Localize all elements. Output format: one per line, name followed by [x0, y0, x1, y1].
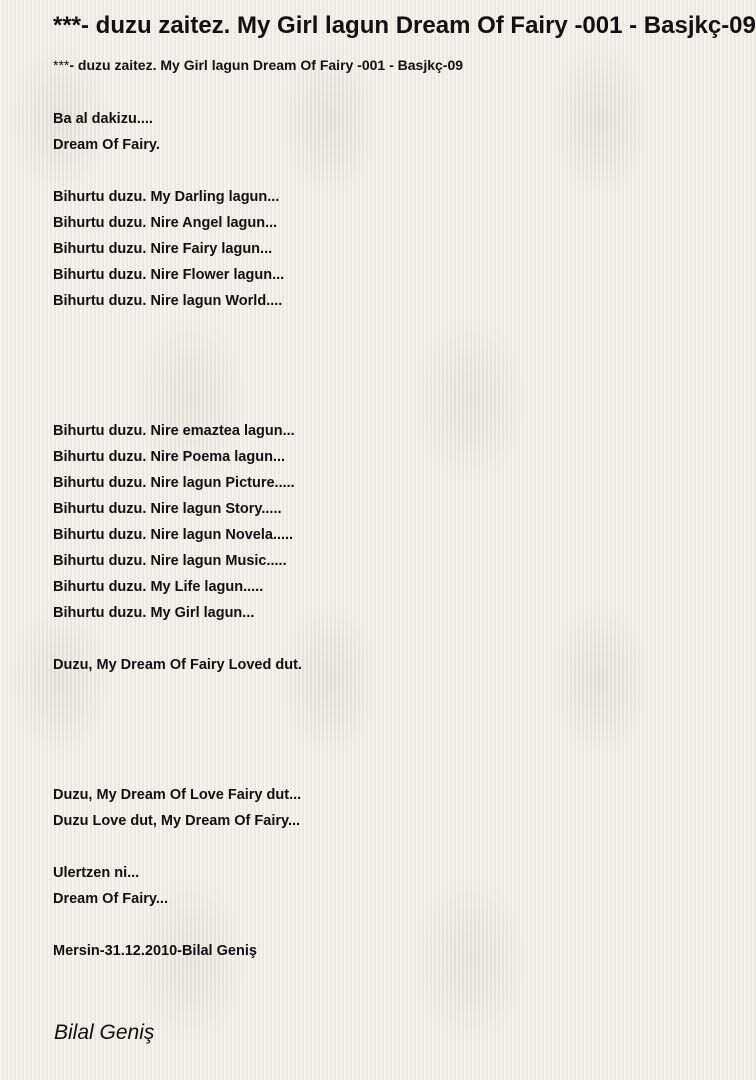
- poem-line: Dream Of Fairy...: [53, 891, 168, 907]
- poem-line: Bihurtu duzu. Nire emaztea lagun...: [53, 423, 295, 439]
- poem-blank-line: [53, 704, 623, 730]
- poem-line: Ulertzen ni...: [53, 865, 140, 881]
- author-name: Bilal Geniş: [54, 1021, 155, 1044]
- poem-line: Bihurtu duzu. My Life lagun.....: [53, 579, 264, 595]
- poem-line: Bihurtu duzu. Nire lagun World....: [53, 293, 283, 309]
- poem-line: Duzu, My Dream Of Fairy Loved dut.: [53, 657, 302, 673]
- poem-line: Dream Of Fairy.: [53, 137, 160, 153]
- poem-line: Bihurtu duzu. My Girl lagun...: [53, 605, 255, 621]
- poem-line: Duzu Love dut, My Dream Of Fairy...: [53, 813, 301, 829]
- poem-blank-line: [53, 678, 623, 704]
- poem-line: Bihurtu duzu. Nire lagun Music.....: [53, 553, 287, 569]
- poem-line: Bihurtu duzu. Nire Poema lagun...: [53, 449, 286, 465]
- poem-line: Duzu, My Dream Of Love Fairy dut...: [53, 787, 302, 803]
- poem-blank-line: [53, 340, 623, 366]
- poem-line: Mersin-31.12.2010-Bilal Geniş: [53, 943, 257, 959]
- poem-subtitle: [53, 56, 463, 74]
- poem-blank-line: [53, 912, 623, 938]
- poem-blank-line: [53, 626, 623, 652]
- poem-blank-line: [53, 158, 623, 184]
- poem-blank-line: [53, 314, 623, 340]
- poem-line: Bihurtu duzu. Nire Flower lagun...: [53, 267, 285, 283]
- subtitle-prefix: ***: [53, 57, 70, 73]
- poem-blank-line: [53, 366, 623, 392]
- subtitle-rest: - duzu zaitez. My Girl lagun Dream Of Fairy -001 - Basjkç-09: [69, 57, 464, 73]
- poem-blank-line: [53, 392, 623, 418]
- poem-body: [53, 106, 623, 964]
- poem-line: Bihurtu duzu. Nire Angel lagun...: [53, 215, 278, 231]
- poem-line: Bihurtu duzu. Nire lagun Picture.....: [53, 475, 295, 491]
- poem-line: Bihurtu duzu. Nire Fairy lagun...: [53, 241, 273, 257]
- poem-blank-line: [53, 730, 623, 756]
- poem-line: Bihurtu duzu. My Darling lagun...: [53, 189, 280, 205]
- poem-line: Bihurtu duzu. Nire lagun Story.....: [53, 501, 282, 517]
- poem-line: Ba al dakizu....: [53, 111, 153, 127]
- page-title: ***- duzu zaitez. My Girl lagun Dream Of Fairy -001 - Basjkç-09: [53, 12, 756, 39]
- poem-line: Bihurtu duzu. Nire lagun Novela.....: [53, 527, 294, 543]
- poem-blank-line: [53, 834, 623, 860]
- poem-blank-line: [53, 756, 623, 782]
